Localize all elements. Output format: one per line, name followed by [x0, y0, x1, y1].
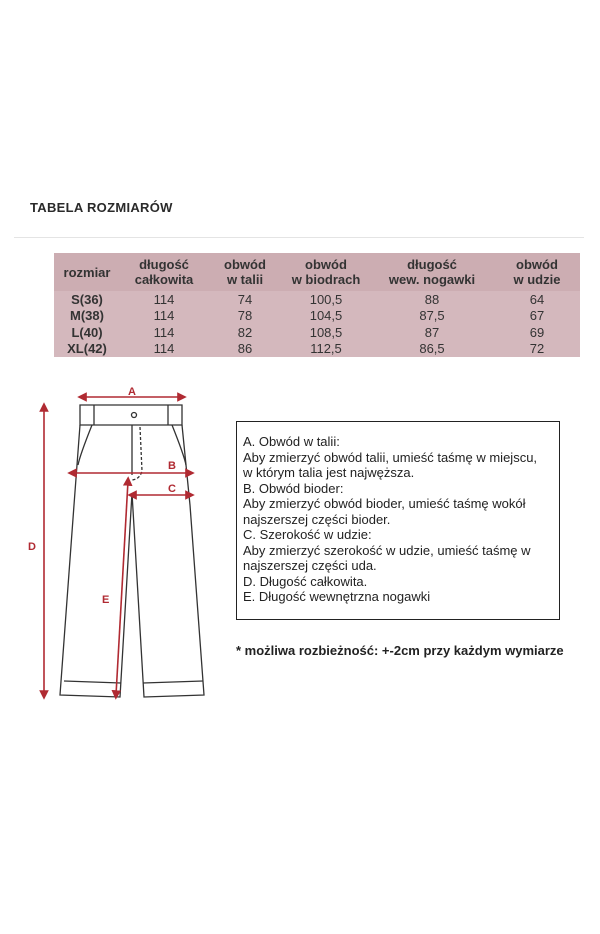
header-text: obwód	[305, 257, 347, 272]
column-header-dlugosc-nogawki	[370, 253, 494, 291]
table-cell: 114	[153, 324, 175, 340]
trousers-outline	[60, 405, 204, 697]
column-header-rozmiar	[54, 253, 120, 291]
table-cell: 114	[153, 308, 175, 324]
table-cell: 86,5	[419, 341, 445, 357]
header-text: całkowita	[134, 272, 194, 287]
divider	[14, 237, 584, 238]
header-text: obwód	[224, 257, 266, 272]
table-cell: 72	[529, 341, 545, 357]
measurement-arrows	[44, 397, 190, 695]
hem-right	[143, 681, 203, 683]
table-cell: 114	[153, 291, 175, 307]
table-cell: 78	[237, 308, 253, 324]
instruction-text: w którym talia jest najwęższa.	[243, 465, 415, 480]
column-header-obwod-talii	[208, 253, 282, 291]
column-header-obwod-biodrach	[282, 253, 370, 291]
instruction-heading-b: B. Obwód bioder:	[243, 480, 344, 496]
page-title: TABELA ROZMIARÓW	[30, 200, 173, 215]
table-cell: 87,5	[419, 308, 445, 324]
button-icon	[132, 413, 137, 418]
label-c: C	[168, 483, 176, 495]
instruction-text: najszerszej części bioder.	[243, 511, 391, 527]
table-cell-size: L(40)	[71, 324, 103, 340]
table-cell: 114	[153, 341, 175, 357]
table-cell: 112,5	[310, 341, 342, 357]
header-text: w talii	[226, 272, 264, 287]
label-d: D	[28, 541, 36, 553]
instruction-heading-a: A. Obwód w talii:	[243, 434, 340, 449]
table-row	[54, 341, 580, 358]
column-header-dlugosc-calkowita	[120, 253, 208, 291]
table-cell-size: M(38)	[70, 308, 104, 324]
label-a: A	[128, 386, 136, 398]
table-cell: 67	[529, 308, 545, 324]
header-text: długość	[407, 257, 457, 272]
table-cell: 74	[237, 291, 253, 307]
table-cell: 88	[424, 291, 440, 307]
table-row	[54, 291, 580, 308]
header-text: obwód	[516, 257, 558, 272]
table-row	[54, 324, 580, 341]
table-cell-size: S(36)	[71, 291, 103, 307]
header-text: w biodrach	[291, 272, 361, 287]
table-cell: 86	[237, 341, 253, 357]
table-cell: 82	[237, 324, 253, 340]
header-text: długość	[139, 257, 189, 272]
instruction-text: najszerszej części uda.	[243, 558, 377, 573]
label-b: B	[168, 460, 176, 472]
table-row	[54, 308, 580, 325]
tolerance-note: * możliwa rozbieżność: +-2cm przy każdym wymiarze	[236, 643, 564, 658]
size-table-body	[54, 291, 580, 357]
table-cell: 87	[424, 324, 440, 340]
instruction-text: Aby zmierzyć szerokość w udzie, umieść taśmę w	[243, 542, 531, 558]
header-text: w udzie	[513, 272, 561, 287]
label-e: E	[102, 594, 110, 606]
table-cell-size: XL(42)	[67, 341, 107, 357]
trousers-diagram	[20, 385, 220, 710]
hem-left	[64, 681, 121, 683]
table-cell: 69	[529, 324, 545, 340]
column-header-obwod-udzie	[494, 253, 580, 291]
size-table-header	[54, 253, 580, 291]
table-cell: 64	[529, 291, 545, 307]
instruction-heading-e: E. Długość wewnętrzna nogawki	[243, 589, 431, 604]
header-text: rozmiar	[63, 264, 111, 280]
measurement-instructions-box	[236, 421, 560, 620]
table-cell: 104,5	[309, 308, 343, 324]
table-header-row	[54, 253, 580, 291]
instruction-text: Aby zmierzyć obwód bioder, umieść taśmę wokół	[243, 496, 526, 511]
size-table	[54, 253, 580, 357]
header-text: wew. nogawki	[388, 272, 476, 287]
fly-stitch	[132, 427, 142, 480]
table-cell: 108,5	[309, 324, 343, 340]
table-cell: 100,5	[309, 291, 343, 307]
instruction-heading-c: C. Szerokość w udzie:	[243, 527, 372, 542]
instruction-heading-d: D. Długość całkowita.	[243, 573, 368, 589]
instruction-text: Aby zmierzyć obwód talii, umieść taśmę w miejscu,	[243, 449, 538, 465]
